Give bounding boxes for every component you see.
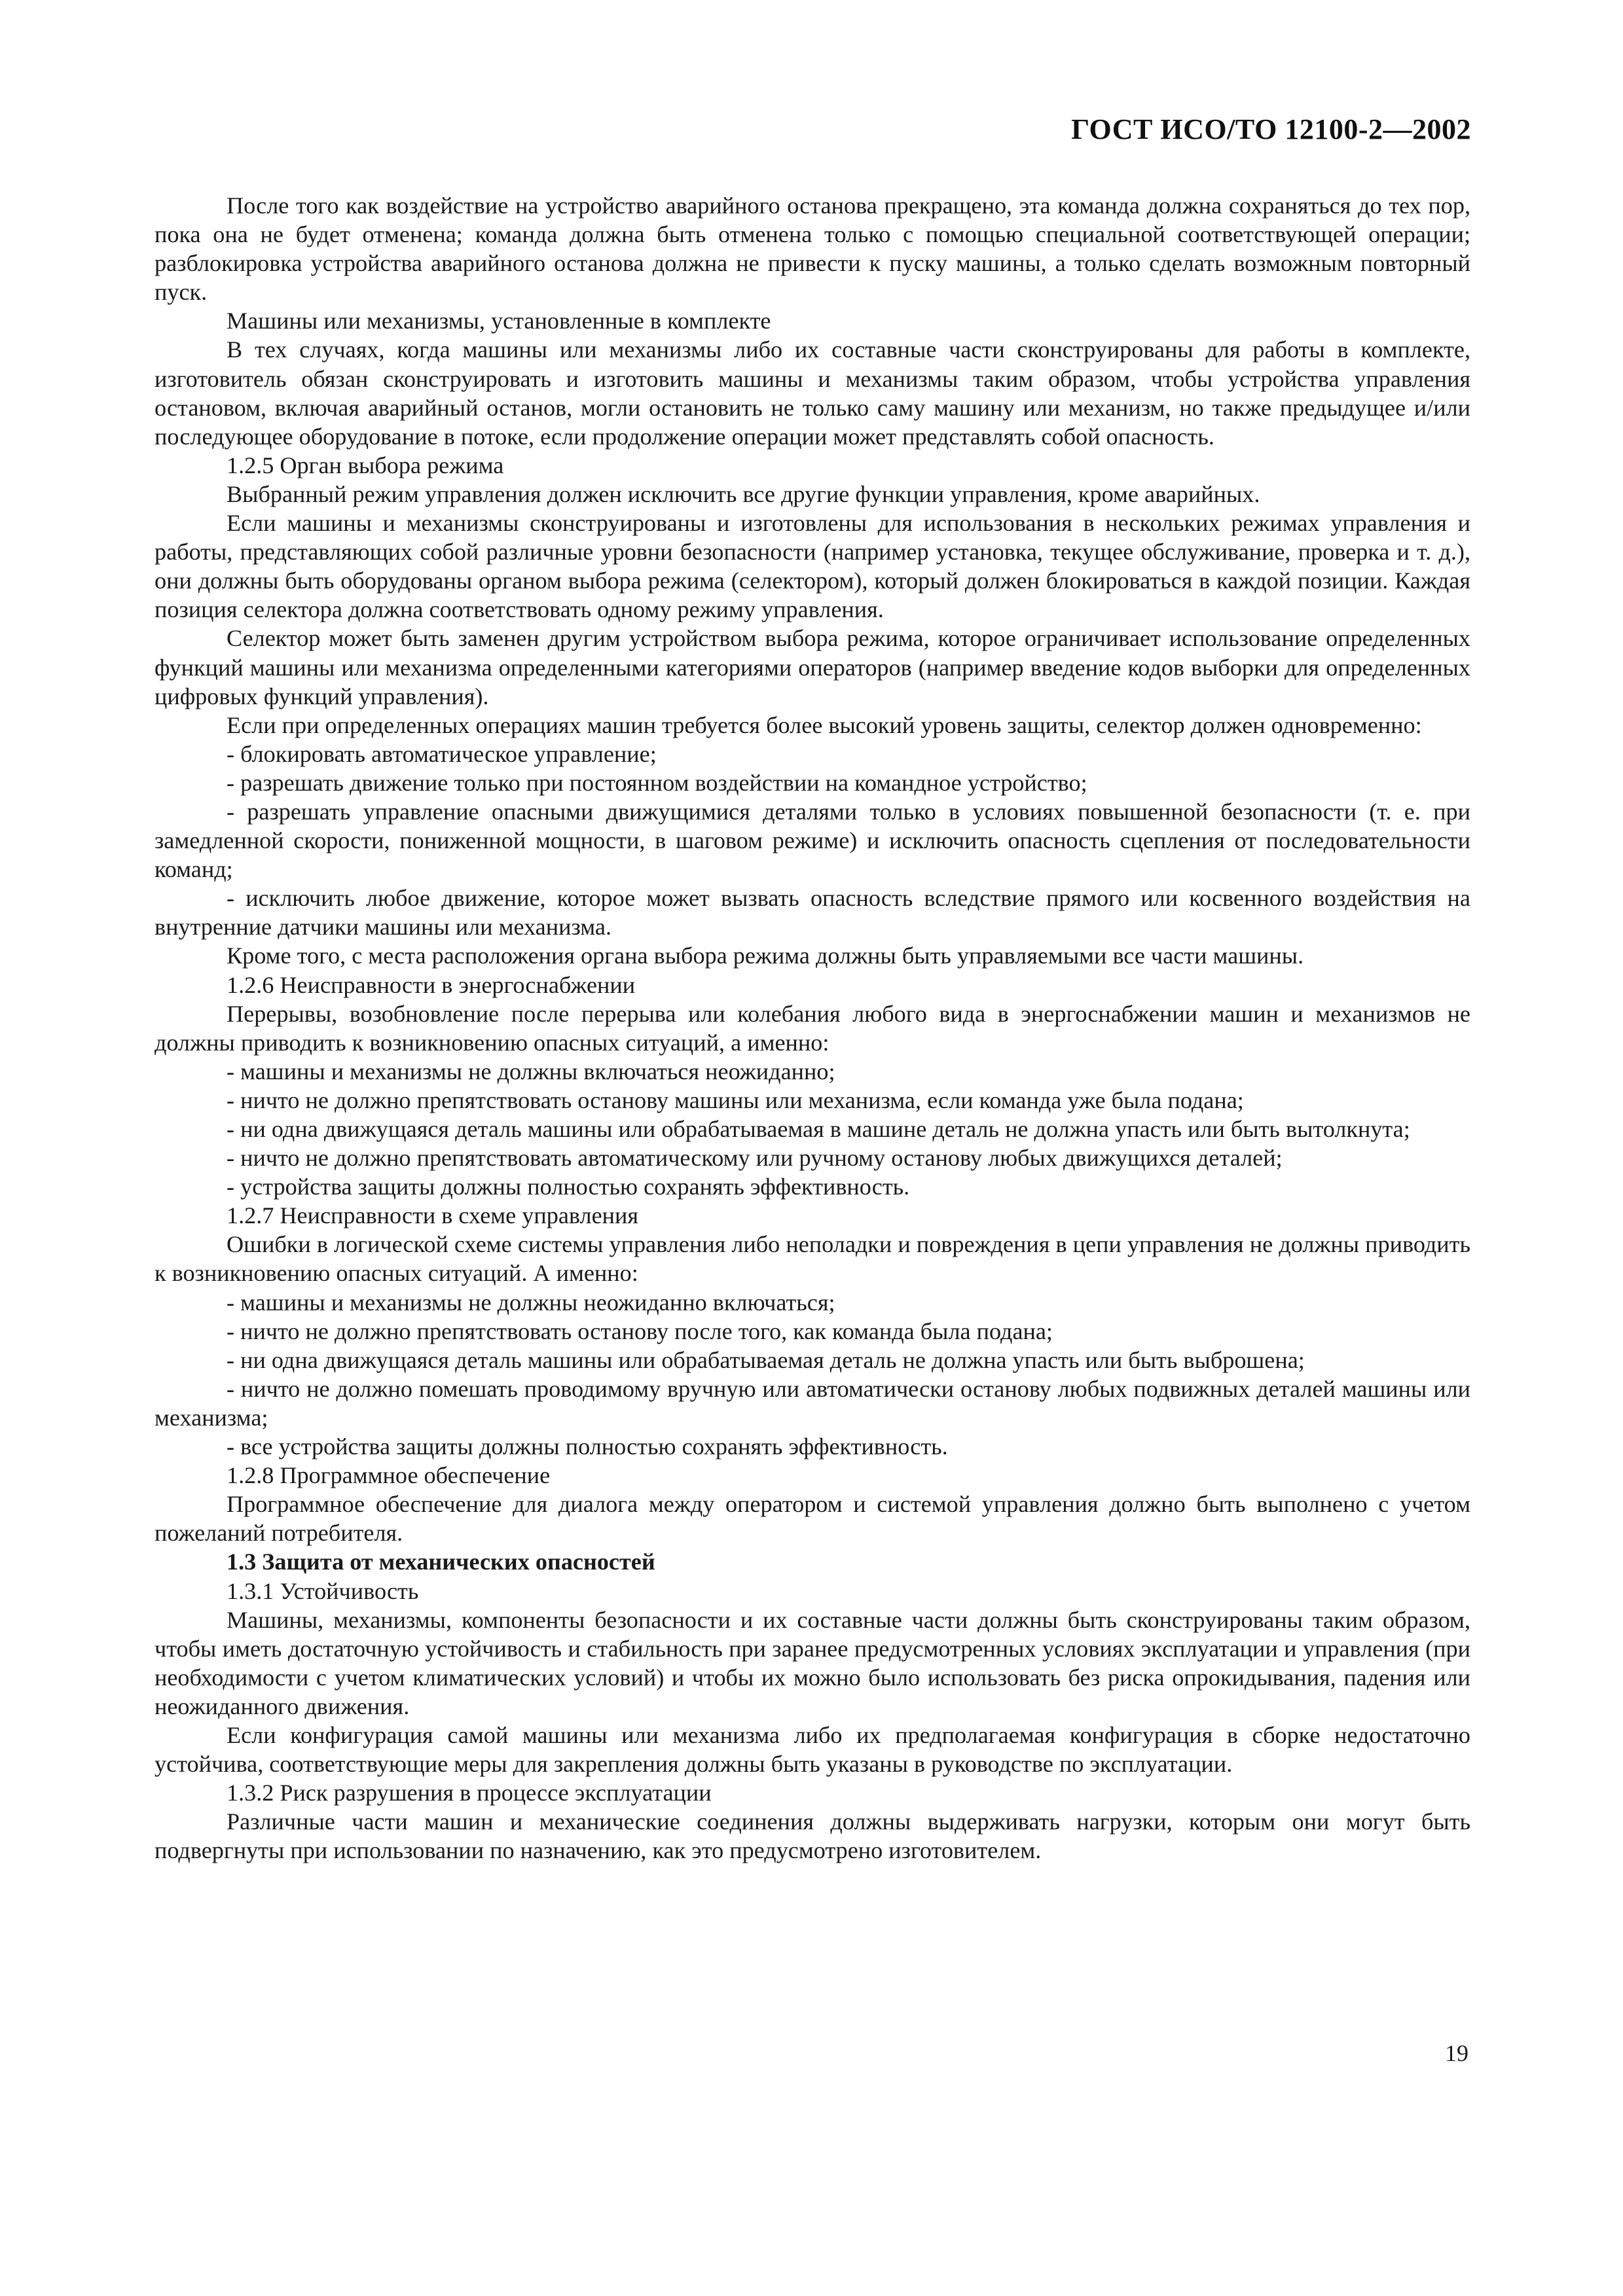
page-number: 19 [1445,2040,1468,2066]
list-item: - разрешать управление опасными движущимися деталями только в условиях повышенной безопасности (т. е. при замедленной скорости, пониженной мощности, в шаговом режиме) и исключить опасность сцепления от последовательности команд; [155,798,1470,883]
paragraph: Кроме того, с места расположения органа выбора режима должны быть управляемыми все части машины. [227,942,1304,969]
paragraph: Если машины и механизмы сконструированы и изготовлены для использования в нескольких режимах управления и работы, представляющих собой различные уровни безопасности (например установка, текущее обслуживание, проверка и т. д.), они должны быть оборудованы органом выбора режима (селектором), который должен блокироваться в каждой позиции. Каждая позиция селектора должна соответствовать одному режиму управления. [155,510,1470,623]
list-item: - ничто не должно препятствовать останову после того, как команда была подана; [227,1318,1053,1344]
list-item: - машины и механизмы не должны включаться неожиданно; [227,1058,835,1085]
list-item: - устройства защиты должны полностью сохранять эффективность. [227,1174,910,1200]
paragraph: Машины, механизмы, компоненты безопасности и их составные части должны быть сконструированы таким образом, чтобы иметь достаточную устойчивость и стабильность при заранее предусмотренных условиях эксплуатации и управления (при необходимости с учетом климатических условий) и чтобы их можно было использовать без риска опрокидывания, падения или неожиданного движения. [155,1606,1470,1719]
list-item: - исключить любое движение, которое может вызвать опасность вследствие прямого или косвенного воздействия на внутренние датчики машины или механизма. [155,885,1470,941]
list-item: - ни одна движущаяся деталь машины или обрабатываемая в машине деталь не должна упасть или быть вытолкнута; [227,1116,1410,1142]
list-item: - разрешать движение только при постоянном воздействии на командное устройство; [227,769,1087,796]
paragraph: После того как воздействие на устройство аварийного останова прекращено, эта команда должна сохраняться до тех пор, пока она не будет отменена; команда должна быть отменена только с помощью специальной соответствующей операции; разблокировка устройства аварийного останова должна не привести к пуску машины, а только сделать возможным повторный пуск. [155,192,1470,306]
document-body [155,191,1470,1865]
section-heading: 1.3.2 Риск разрушения в процессе эксплуатации [227,1780,712,1806]
section-heading: 1.3.1 Устойчивость [227,1577,419,1604]
paragraph: Программное обеспечение для диалога между оператором и системой управления должно быть выполнено с учетом пожеланий потребителя. [155,1491,1470,1547]
section-heading: 1.2.5 Орган выбора режима [227,452,504,478]
section-heading: 1.2.6 Неисправности в энергоснабжении [227,971,636,998]
list-item: - блокировать автоматическое управление; [227,740,657,767]
paragraph: В тех случаях, когда машины или механизмы либо их составные части сконструированы для работы в комплекте, изготовитель обязан сконструировать и изготовить машины и механизмы таким образом, чтобы устройства управления остановом, включая аварийный останов, могли остановить не только саму машину или механизм, но также предыдущее и/или последующее оборудование в потоке, если продолжение операции может представлять собой опасность. [155,336,1470,450]
list-item: - ничто не должно помешать проводимому вручную или автоматически останову любых подвижных деталей машины или механизма; [155,1375,1470,1431]
paragraph: Перерывы, возобновление после перерыва или колебания любого вида в энергоснабжении машин и механизмов не должны приводить к возникновению опасных ситуаций, а именно: [155,1000,1470,1056]
section-heading-bold: 1.3 Защита от механических опасностей [227,1549,655,1575]
section-heading: 1.2.8 Программное обеспечение [227,1462,551,1489]
subheading: Машины или механизмы, установленные в комплекте [227,308,771,334]
list-item: - ни одна движущаяся деталь машины или обрабатываемая деталь не должна упасть или быть выброшена; [227,1346,1305,1373]
paragraph: Ошибки в логической схеме системы управления либо неполадки и повреждения в цепи управления не должны приводить к возникновению опасных ситуаций. А именно: [155,1231,1470,1287]
paragraph: Если при определенных операциях машин требуется более высокий уровень защиты, селектор должен одновременно: [227,711,1422,738]
paragraph: Различные части машин и механические соединения должны выдерживать нагрузки, которым они могут быть подвергнуты при использовании по назначению, как это предусмотрено изготовителем. [155,1808,1470,1864]
list-item: - ничто не должно препятствовать автоматическому или ручному останову любых движущихся деталей; [227,1145,1283,1172]
paragraph: Если конфигурация самой машины или механизма либо их предполагаемая конфигурация в сборке недостаточно устойчива, соответствующие меры для закрепления должны быть указаны в руководстве по эксплуатации. [155,1721,1470,1778]
section-heading: 1.2.7 Неисправности в схеме управления [227,1202,639,1229]
list-item: - ничто не должно препятствовать останову машины или механизма, если команда уже была подана; [227,1086,1244,1113]
list-item: - машины и механизмы не должны неожиданно включаться; [227,1289,835,1316]
paragraph: Селектор может быть заменен другим устройством выбора режима, которое ограничивает использование определенных функций машины или механизма определенными категориями операторов (например введение кодов выборки для определенных цифровых функций управления). [155,625,1470,709]
paragraph: Выбранный режим управления должен исключить все другие функции управления, кроме аварийных. [227,480,1260,507]
standard-header: ГОСТ ИСО/ТО 12100-2—2002 [1071,113,1471,145]
list-item: - все устройства защиты должны полностью сохранять эффективность. [227,1433,948,1460]
